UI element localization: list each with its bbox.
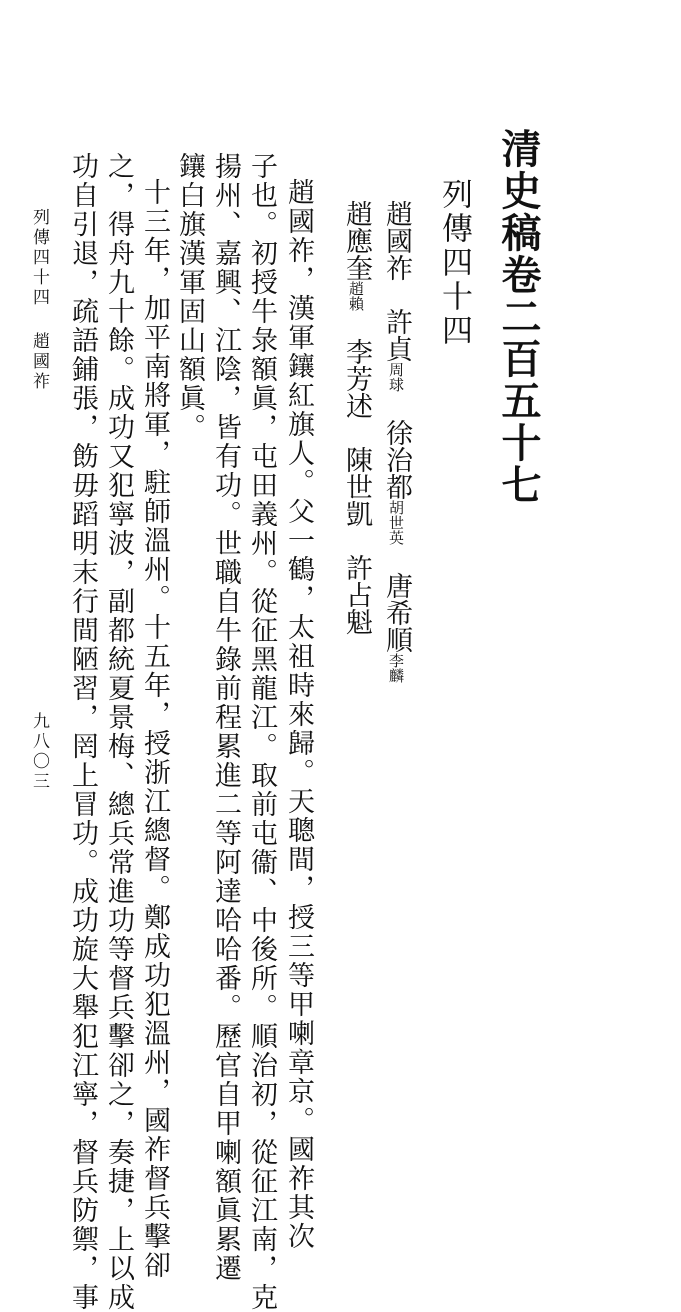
margin-section-title: 列傳四十四	[29, 208, 49, 308]
body-text-column: 鑲白旗漢軍固山額眞。	[174, 152, 205, 442]
body-text-column: 子也。初授牛彔額眞，屯田義州。從征黑龍江。取前屯衞、中後所。順治初，從征江南，克	[246, 152, 277, 1312]
appended-name: 胡世英	[387, 500, 405, 545]
appended-name: 周球	[387, 362, 405, 392]
juan-heading: 列傳四十四	[436, 178, 472, 348]
document-title: 清史稿卷二百五十七	[495, 128, 542, 506]
biography-name: 趙國祚 許貞	[381, 200, 412, 362]
biography-names-column	[343, 200, 370, 635]
biography-name: 徐治都	[381, 392, 412, 500]
biography-name: 李芳述 陳世凱 許占魁	[341, 311, 372, 635]
body-text-column: 之，得舟九十餘。成功又犯寧波，副都統夏景梅、總兵常進功等督兵擊卻之，奏捷，上以成	[103, 152, 134, 1312]
biography-name: 趙應奎	[341, 200, 372, 281]
biography-names-column	[383, 200, 410, 683]
page-number: 九八〇三	[29, 712, 49, 792]
body-text-column: 功自引退，疏語鋪張，飭毋蹈明末行間陋習，罔上冒功。成功旋大舉犯江寧，督兵防禦，事	[67, 152, 98, 1312]
appended-name: 李麟	[387, 653, 405, 683]
biography-name: 唐希順	[381, 545, 412, 653]
body-text-column: 趙國祚，漢軍鑲紅旗人。父一鶴，太祖時來歸。天聰間，授三等甲喇章京。國祚其次	[283, 178, 314, 1251]
appended-name: 趙賴	[347, 281, 365, 311]
body-text-column: 十三年，加平南將軍，駐師溫州。十五年，授浙江總督。鄭成功犯溫州，國祚督兵擊卻	[139, 178, 170, 1280]
margin-person-name: 趙國祚	[29, 332, 49, 392]
body-text-column: 揚州、嘉興、江陰，皆有功。世職自牛錄前程累進二等阿達哈哈番。歷官自甲喇額眞累遷	[210, 152, 241, 1283]
